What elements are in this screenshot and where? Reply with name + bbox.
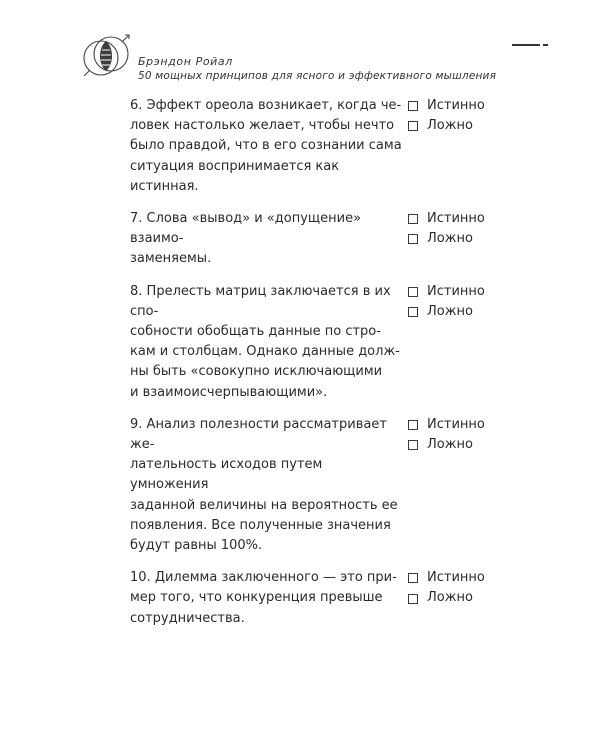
question-line-text: Слова «вывод» и «допущение» взаимо- [130,211,362,247]
quiz-list [130,96,510,641]
question-line [130,588,402,608]
question-line [130,342,402,362]
option-false-label: Ложно [427,437,473,453]
author-name: Брэндон Ройал [138,55,233,68]
question-line-text: лательность исходов путем умножения [130,457,323,493]
question-line [130,568,402,588]
quiz-question-6 [130,96,510,197]
question-line-text: кам и столбцам. Однако данные долж- [130,344,400,360]
question-line [130,383,402,403]
option-false-label: Ложно [427,118,473,134]
question-number: 6. [130,98,143,113]
option-false[interactable] [408,302,485,322]
question-line-text: Эффект ореола возникает, когда че- [146,98,402,113]
question-line-text: появления. Все полученные значения [130,517,391,533]
question-line [130,609,402,629]
question-line [130,455,402,495]
quiz-question-10 [130,568,510,629]
option-true-label: Истинно [427,570,485,586]
option-false-label: Ложно [427,231,473,247]
option-false-label: Ложно [427,590,473,606]
question-text [130,415,402,556]
header-text [138,55,496,83]
question-line-text: собности обобщать данные по стро- [130,324,381,340]
option-false[interactable] [408,229,485,249]
question-number: 8. [130,283,143,299]
checkbox-icon[interactable] [408,307,418,317]
option-true-label: Истинно [427,416,485,432]
question-line-text: ловек настолько желает, чтобы нечто [130,118,395,134]
question-line-text: и взаимоисчерпывающими». [130,384,328,400]
checkbox-icon[interactable] [408,101,418,111]
question-text [130,282,402,403]
checkbox-icon[interactable] [408,420,418,430]
question-line [130,362,402,382]
answer-options [408,415,485,455]
question-line [130,209,402,249]
question-line [130,116,402,136]
question-text [130,209,402,270]
question-line-text: Анализ полезности рассматривает же- [130,416,387,453]
checkbox-icon[interactable] [408,573,418,583]
question-text [130,96,402,197]
option-true[interactable] [408,568,485,588]
option-false[interactable] [408,588,485,608]
question-line [130,536,402,556]
book-subtitle: 50 мощных принципов для ясного и эффективного мышления [138,70,497,82]
question-line-text: было правдой, что в его сознании сама [130,138,402,154]
question-line-text: мер того, что конкуренция превыше [130,590,383,606]
question-line [130,415,402,455]
question-line-text: заданной величины на вероятность ее [130,497,398,513]
option-true-label: Истинно [427,211,485,227]
option-true-label: Истинно [427,98,485,113]
checkbox-icon[interactable] [408,594,418,604]
question-line [130,282,402,322]
quiz-question-7 [130,209,510,270]
checkbox-icon[interactable] [408,234,418,244]
question-line-text: ситуация воспринимается как истинная. [130,158,340,194]
quiz-question-9 [130,415,510,556]
checkbox-icon[interactable] [408,287,418,297]
question-line [130,96,402,116]
option-true[interactable] [408,209,485,229]
question-line [130,249,402,269]
option-true[interactable] [408,415,485,435]
question-line [130,516,402,536]
answer-options [408,282,485,322]
option-true-label: Истинно [427,283,485,299]
question-line-text: Прелесть матриц заключается в их спо- [130,283,391,319]
checkbox-icon[interactable] [408,440,418,450]
option-true[interactable] [408,282,485,302]
running-header [78,28,548,88]
answer-options [408,568,485,608]
question-line-text: заменяемы. [130,251,212,267]
question-number: 10. [130,570,151,586]
question-number: 7. [130,211,143,227]
checkbox-icon[interactable] [408,121,418,131]
question-line [130,136,402,156]
checkbox-icon[interactable] [408,214,418,224]
quiz-question-8 [130,282,510,403]
answer-options [408,96,485,136]
book-logo-icon [78,28,134,84]
question-line [130,496,402,516]
option-true[interactable] [408,96,485,116]
question-line-text: Дилемма заключенного — это при- [154,570,397,586]
question-line-text: ны быть «совокупно исключающими [130,364,383,380]
question-line [130,157,402,197]
option-false[interactable] [408,116,485,136]
question-line-text: сотрудничества. [130,610,245,626]
option-false[interactable] [408,435,485,455]
question-text [130,568,402,629]
question-line [130,322,402,342]
option-false-label: Ложно [427,303,473,319]
page-mark [512,44,548,46]
answer-options [408,209,485,249]
question-line-text: будут равны 100%. [130,538,263,554]
question-number: 9. [130,416,143,432]
